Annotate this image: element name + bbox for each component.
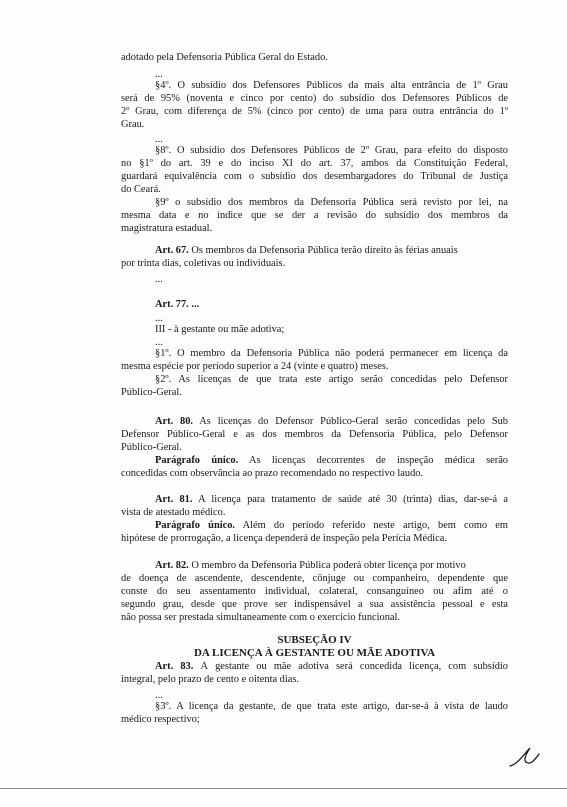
text-line: O membro da Defensoria Pública poderá obter licença por motivo	[191, 560, 466, 571]
article-number: Art. 77. ...	[155, 299, 200, 310]
text-line: magistratura estadual.	[121, 223, 213, 234]
text-line: §1º. O membro da Defensoria Pública não poderá permanecer em licença da	[155, 348, 508, 359]
text-line: vista de atestado médico.	[121, 507, 226, 518]
text-line: §3º. A licença da gestante, de que trata este artigo, dar-se-á à vista de laudo	[155, 701, 508, 712]
text-line: As licenças do Defensor Público-Geral serão concedidas pelo Sub	[199, 416, 508, 427]
text-line: Defensor Público-Geral e as dos membros da Defensoria Pública, pelo Defensor	[121, 429, 508, 440]
text-line: Os membros da Defensoria Pública terão direito às férias anuais	[191, 245, 458, 256]
article-paragraph	[155, 416, 508, 428]
article-paragraph	[155, 661, 508, 673]
ellipsis: ...	[155, 69, 163, 80]
text-line: §2º. As licenças de que trata este artigo serão concedidas pelo Defensor	[155, 374, 508, 385]
text-line: À gestante ou mãe adotiva será concedida licença, com subsídio	[200, 661, 508, 672]
text-line: 2º Grau, com diferença de 5% (cinco por cento) de uma para outra entrância do 1º	[121, 106, 508, 117]
text-line: Além do período referido neste artigo, bem como em	[242, 520, 508, 531]
ellipsis: ...	[155, 134, 163, 145]
article-number: Art. 82.	[155, 560, 189, 571]
article-number: Art. 67.	[155, 245, 189, 256]
text-line: mesma data e no índice que se der a revisão do subsídio dos membros da	[121, 210, 508, 221]
text-line: §8º. O subsídio dos Defensores Públicos de 2º Grau, para efeito do disposto	[155, 145, 508, 156]
text-line: do Ceará.	[121, 184, 161, 195]
ellipsis: ...	[155, 313, 163, 324]
text-line: hipótese de prorrogação, a licença dependerá de inspeção pela Perícia Médica.	[121, 533, 447, 544]
article-paragraph	[155, 245, 508, 257]
text-line: adotado pela Defensoria Pública Geral do Estado.	[121, 52, 328, 63]
article-number: Art. 80.	[155, 416, 194, 427]
text-line: mesma espécie por período superior a 24 (vinte e quatro) meses.	[121, 361, 389, 372]
text-line: Grau.	[121, 119, 145, 130]
text-line: de doença de ascendente, descendente, cônjuge ou companheiro, dependente que	[121, 573, 508, 584]
page-divider	[0, 788, 567, 789]
text-line: segundo grau, desde que prove ser indispensável a sua assistência pessoal e esta	[121, 599, 508, 610]
ellipsis: ...	[155, 274, 163, 285]
text-line: guardará equivalência com o subsídio dos desembargadores do Tribunal de Justiça	[121, 171, 508, 182]
text-line: por trinta dias, coletivas ou individuais.	[121, 258, 286, 269]
text-line: médico respectivo;	[121, 714, 200, 725]
text-line: não possa ser prestada simultaneamente com o exercício funcional.	[121, 612, 400, 623]
text-line: §4º. O subsídio dos Defensores Públicos da mais alta entrância de 1º Grau	[155, 80, 508, 91]
section-subheading: DA LICENÇA À GESTANTE OU MÃE ADOTIVA	[193, 647, 436, 659]
ellipsis: ...	[155, 690, 163, 701]
handwritten-initial-signature	[506, 742, 542, 770]
article-paragraph	[155, 455, 508, 467]
article-paragraph	[155, 560, 508, 572]
text-line: §9º o subsídio dos membros da Defensoria Pública será revisto por lei, na	[155, 197, 508, 208]
paragraph-label: Parágrafo único.	[155, 520, 236, 531]
article-number: Art. 81.	[155, 494, 193, 505]
article-number: Art. 83.	[155, 661, 194, 672]
text-line: As licenças decorrentes de inspeção médica serão	[248, 455, 508, 466]
article-paragraph	[155, 520, 508, 532]
text-line: Público-Geral.	[121, 442, 182, 453]
text-line: concedidas com observância ao prazo recomendado no respectivo laudo.	[121, 468, 424, 479]
section-heading: SUBSEÇÃO IV	[277, 634, 352, 646]
text-line: conste do seu assentamento individual, colateral, consanguíneo ou afim até o	[121, 586, 508, 597]
text-line: Público-Geral.	[121, 387, 182, 398]
paragraph-label: Parágrafo único.	[155, 455, 239, 466]
article-paragraph	[155, 494, 508, 506]
text-line: A licença para tratamento de saúde até 30 (trinta) dias, dar-se-á a	[198, 494, 508, 505]
text-line: III - à gestante ou mãe adotiva;	[155, 324, 285, 335]
text-line: no §1º do art. 39 e do inciso XI do art. 37, ambos da Constituição Federal,	[121, 158, 508, 169]
text-line: integral, pelo prazo de cento e oitenta dias.	[121, 674, 300, 685]
text-line: será de 95% (noventa e cinco por cento) do subsídio dos Defensores Públicos de	[121, 93, 508, 104]
ellipsis: ...	[155, 337, 163, 348]
